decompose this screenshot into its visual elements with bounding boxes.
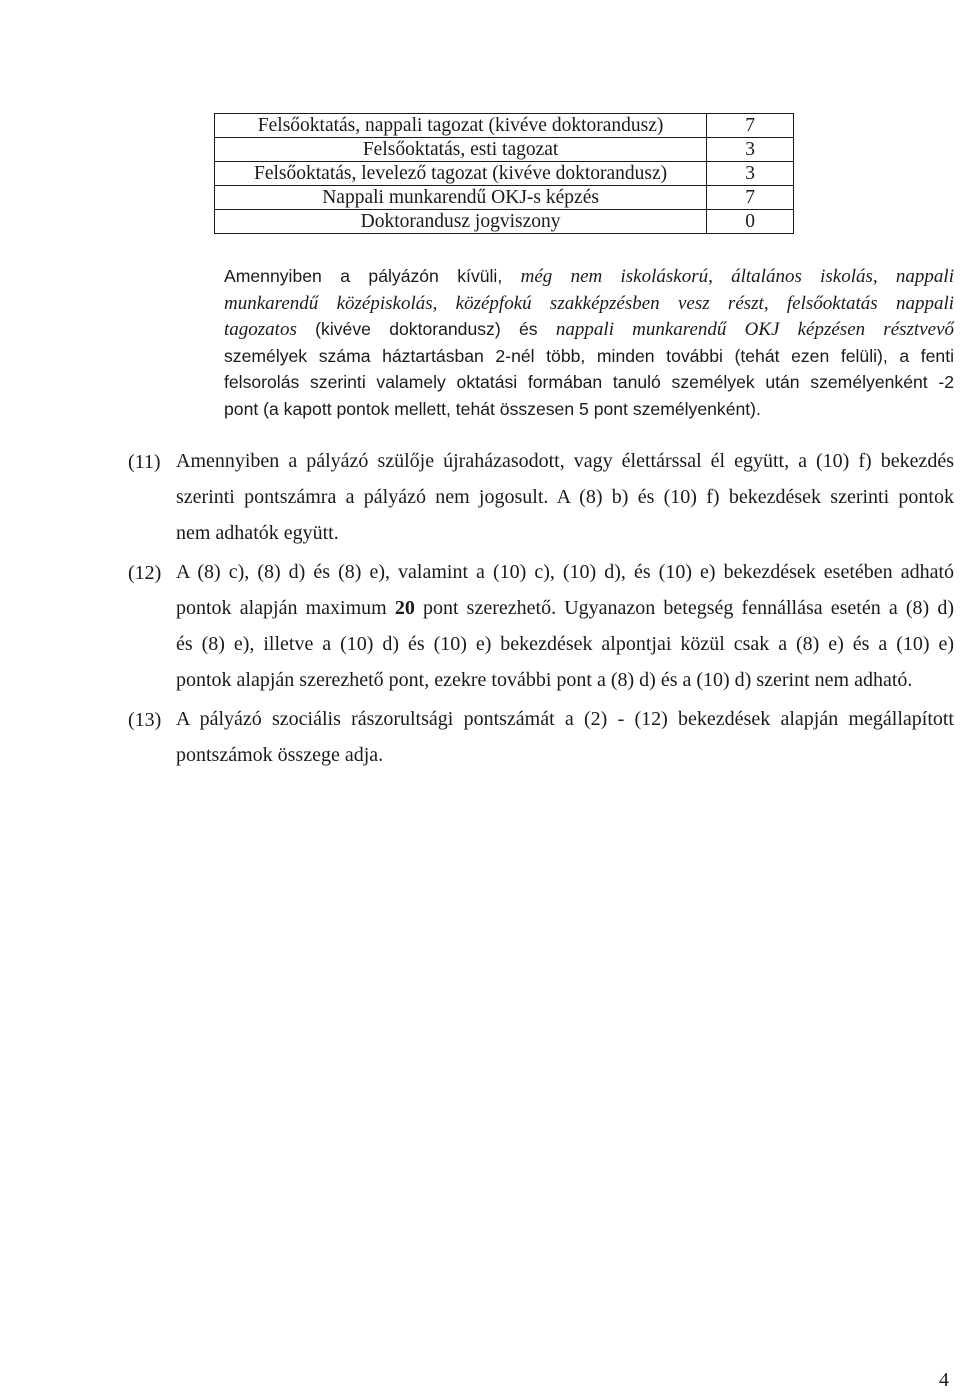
text-line (224, 290, 954, 317)
paragraph-number-11: (11) (128, 451, 161, 473)
text-span-italic: munkarendű középiskolás, középfokú szakképzésben vesz részt, felsőoktatás nappali (224, 292, 954, 314)
text-span: Amennyiben a pályázón kívüli, (224, 266, 521, 286)
text-line: Amennyiben a pályázó szülője újraházasodott, vagy élettárssal él együtt, a (10) f) bekezdés (176, 450, 954, 472)
table-cell-points: 7 (707, 186, 794, 210)
text-line: személyek száma háztartásban 2-nél több, minden további (tehát ezen felüli), a fenti (224, 345, 954, 366)
paragraph-12 (176, 554, 954, 698)
text-line: pontok alapján szerezhető pont, ezekre további pont a (8) d) és a (10) d) szerint nem adható. (176, 669, 913, 691)
page-number: 4 (939, 1369, 949, 1391)
text-line: pont (a kapott pontok mellett, tehát összesen 5 pont személyenként). (224, 398, 761, 419)
text-span: pont szerezhető. Ugyanazon betegség fennállása esetén a (8) d) (414, 597, 954, 619)
text-line: pontszámok összege adja. (176, 744, 384, 766)
table-cell-category: Doktorandusz jogviszony (215, 210, 707, 234)
text-span: (kivéve doktorandusz) és (296, 319, 556, 340)
text-line: felsorolás szerinti valamely oktatási formában tanuló személyek után személyenként -2 (224, 372, 954, 393)
text-span: pontok alapján maximum (176, 597, 395, 619)
paragraph-number-12: (12) (128, 562, 162, 584)
text-line (224, 316, 954, 343)
paragraph-11 (176, 443, 954, 551)
table-row (215, 186, 794, 210)
text-line: A pályázó szociális rászorultsági pontszámát a (2) - (12) bekezdések alapján megállapított (176, 708, 954, 730)
table-cell-points: 0 (707, 210, 794, 234)
text-line (176, 590, 954, 626)
text-span-bold: 20 (394, 597, 415, 619)
table-cell-category: Nappali munkarendű OKJ-s képzés (215, 186, 707, 210)
text-span-italic: nappali munkarendű OKJ képzésen résztvevő (555, 319, 954, 341)
paragraph-10-continuation (224, 263, 954, 423)
table-cell-points: 3 (707, 138, 794, 162)
table-row (215, 138, 794, 162)
text-line: szerinti pontszámra a pályázó nem jogosult. A (8) b) és (10) f) bekezdések szerinti pontok (176, 486, 954, 508)
text-line: nem adhatók együtt. (176, 522, 339, 544)
text-line (224, 263, 954, 290)
text-line: A (8) c), (8) d) és (8) e), valamint a (10) c), (10) d), és (10) e) bekezdések esetében adható (176, 561, 954, 583)
table-row (215, 162, 794, 186)
text-span-italic: tagozatos (224, 319, 297, 341)
table-cell-category: Felsőoktatás, levelező tagozat (kivéve doktorandusz) (215, 162, 707, 186)
table-row (215, 210, 794, 234)
table-cell-category: Felsőoktatás, esti tagozat (215, 138, 707, 162)
education-points-table (214, 113, 794, 234)
table-cell-points: 3 (707, 162, 794, 186)
text-span-italic: még nem iskoláskorú, általános iskolás, nappali (520, 266, 954, 287)
paragraph-13 (176, 701, 954, 773)
table-cell-category: Felsőoktatás, nappali tagozat (kivéve doktorandusz) (215, 114, 707, 138)
text-line: és (8) e), illetve a (10) d) és (10) e) bekezdések alpontjai közül csak a (8) e) és a (10) e) (176, 633, 954, 655)
paragraph-number-13: (13) (128, 709, 162, 731)
table-cell-points: 7 (707, 114, 794, 138)
table-row (215, 114, 794, 138)
